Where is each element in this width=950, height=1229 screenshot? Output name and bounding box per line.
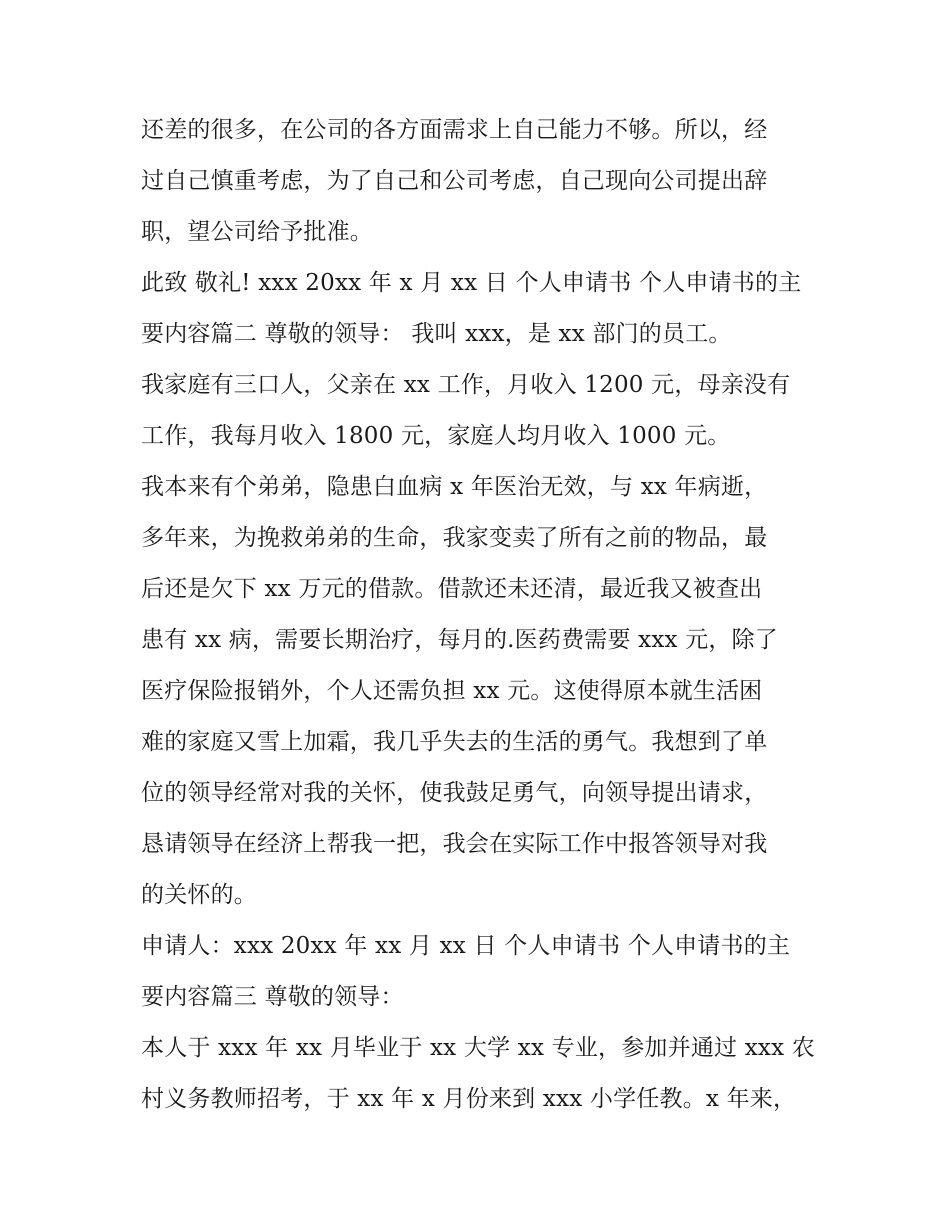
- text-line: 医疗保险报销外，个人还需负担 xx 元。这使得原本就生活困: [141, 678, 763, 704]
- text-line: 恳请领导在经济上帮我一把，我会在实际工作中报答领导对我: [141, 831, 768, 857]
- text-line: 位的领导经常对我的关怀，使我鼓足勇气，向领导提出请求，: [141, 780, 768, 806]
- text-line: 要内容篇二 尊敬的领导： 我叫 xxx，是 xx 部门的员工。: [141, 321, 732, 347]
- text-line: 工作，我每月收入 1800 元，家庭人均月收入 1000 元。: [141, 423, 731, 449]
- document-body: [141, 105, 821, 1125]
- text-line: 难的家庭又雪上加霜，我几乎失去的生活的勇气。我想到了单: [141, 729, 768, 755]
- text-line: 过自己慎重考虑，为了自己和公司考虑，自己现向公司提出辞: [141, 168, 768, 194]
- text-line: 的关怀的。: [141, 882, 257, 908]
- text-line: 职，望公司给予批准。: [141, 219, 373, 245]
- text-line: 村义务教师招考，于 xx 年 x 月份来到 xxx 小学任教。x 年来，: [141, 1086, 797, 1112]
- text-line: 此致 敬礼! xxx 20xx 年 x 月 xx 日 个人申请书 个人申请书的主: [141, 270, 802, 296]
- text-line: 要内容篇三 尊敬的领导：: [141, 984, 404, 1010]
- text-line: 多年来，为挽救弟弟的生命，我家变卖了所有之前的物品，最: [141, 525, 768, 551]
- text-line: 患有 xx 病，需要长期治疗，每月的.医药费需要 xxx 元，除了: [141, 627, 779, 653]
- text-line: 本人于 xxx 年 xx 月毕业于 xx 大学 xx 专业，参加并通过 xxx 农: [141, 1035, 815, 1061]
- text-line: 我家庭有三口人，父亲在 xx 工作，月收入 1200 元，母亲没有: [141, 372, 791, 398]
- text-line: 我本来有个弟弟，隐患白血病 x 年医治无效，与 xx 年病逝，: [141, 474, 768, 500]
- text-line: 后还是欠下 xx 万元的借款。借款还未还清，最近我又被查出: [141, 576, 763, 602]
- text-line: 申请人：xxx 20xx 年 xx 月 xx 日 个人申请书 个人申请书的主: [141, 933, 791, 959]
- text-line: 还差的很多，在公司的各方面需求上自己能力不够。所以，经: [141, 117, 768, 143]
